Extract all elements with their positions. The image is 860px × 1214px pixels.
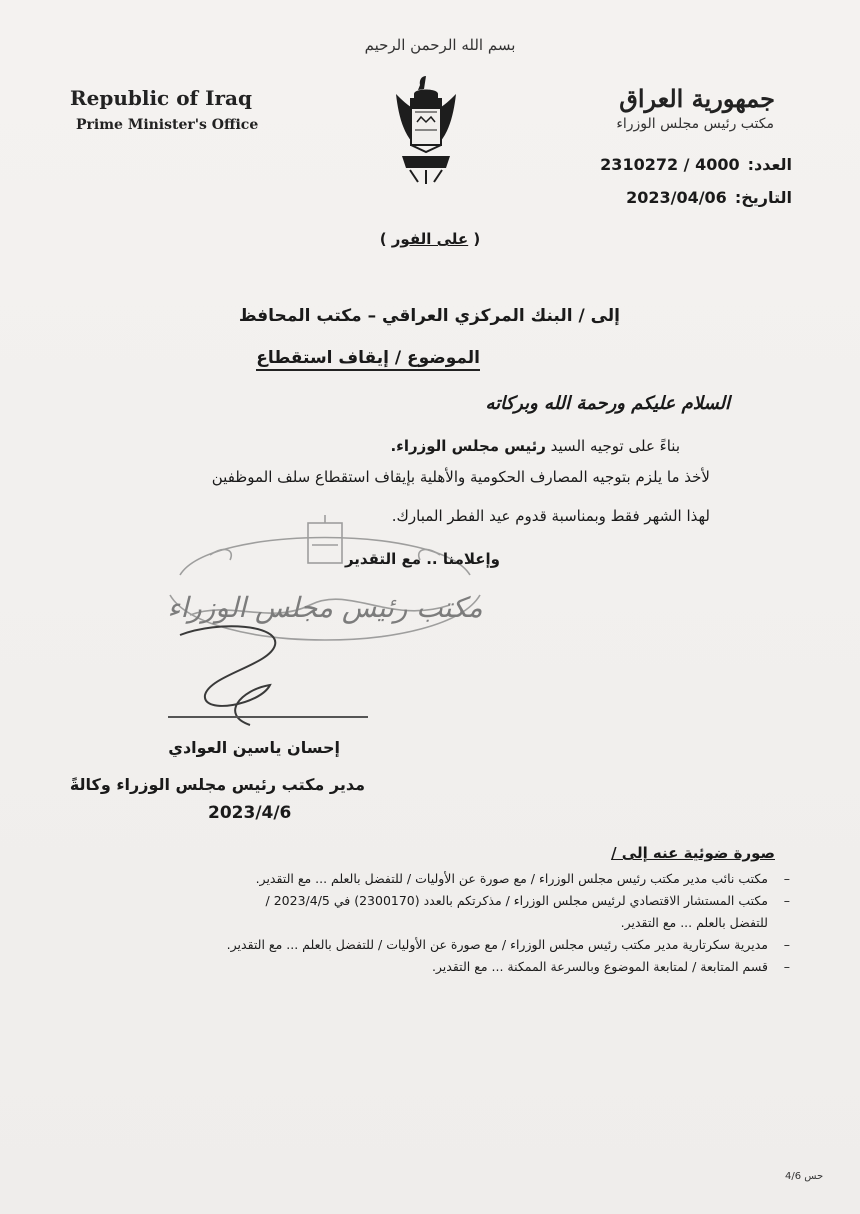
recipient-line: إلى / البنك المركزي العراقي – مكتب المحافظ bbox=[238, 306, 620, 326]
arabic-subtitle: مكتب رئيس مجلس الوزراء bbox=[616, 116, 774, 132]
reference-number bbox=[592, 155, 792, 174]
urgent-text: على الفور bbox=[391, 230, 469, 248]
date-value: 2023/04/06 bbox=[626, 188, 727, 207]
list-item: – مكتب المستشار الاقتصادي لرئيس مجلس الوزراء / مذكرتكم بالعدد (2300170) في 2023/4/5 / bbox=[110, 890, 790, 912]
list-item: للتفضل بالعلم ... مع التقدير. bbox=[620, 915, 768, 930]
iraq-eagle-emblem-icon bbox=[388, 72, 464, 188]
number-value: 2310272 / 4000 bbox=[600, 155, 740, 174]
list-item: – قسم المتابعة / لمتابعة الموضوع وبالسرعة الممكنة ... مع التقدير. bbox=[110, 956, 790, 978]
copies-list bbox=[110, 868, 790, 978]
paragraph-3: لهذا الشهر فقط وبمناسبة قدوم عيد الفطر المبارك. bbox=[391, 507, 710, 525]
english-title: Republic of Iraq bbox=[70, 86, 252, 110]
greeting: السلام عليكم ورحمة الله وبركاته bbox=[485, 393, 730, 414]
paragraph-1 bbox=[390, 437, 680, 455]
paragraph-2: لأخذ ما يلزم بتوجيه المصارف الحكومية والأهلية بإيقاف استقطاع سلف الموظفين bbox=[211, 468, 710, 486]
urgent-marker: ( على الفور ) bbox=[379, 230, 481, 248]
copies-heading: صورة ضوئية عنه إلى / bbox=[611, 844, 775, 862]
page-reference: حس 4/6 bbox=[785, 1171, 824, 1182]
signatory-title: مدير مكتب رئيس مجلس الوزراء وكالةً bbox=[69, 775, 365, 794]
closing-line: وإعلامنا .. مع التقدير bbox=[344, 550, 500, 568]
english-subtitle: Prime Minister's Office bbox=[76, 117, 259, 133]
list-item: – مكتب نائب مدير مكتب رئيس مجلس الوزراء / مع صورة عن الأوليات / للتفضل بالعلم ... مع التقدير. bbox=[110, 868, 790, 890]
reference-date bbox=[618, 188, 792, 207]
date-label: التاريخ: bbox=[734, 188, 792, 207]
subject-line: الموضوع / إيقاف استقطاع bbox=[256, 348, 480, 371]
paragraph-1-prefix: بناءً على توجيه السيد bbox=[550, 437, 680, 455]
basmala: بسم الله الرحمن الرحيم bbox=[364, 36, 516, 54]
paragraph-1-bold: رئيس مجلس الوزراء. bbox=[390, 437, 546, 455]
stamp-text: مكتب رئيس مجلس الوزراء bbox=[167, 591, 483, 624]
signature-date: 2023/4/6 bbox=[208, 803, 292, 823]
signature-line bbox=[168, 716, 368, 718]
signatory-name: إحسان ياسين العوادي bbox=[168, 738, 340, 757]
list-item: – مديرية سكرتارية مدير مكتب رئيس مجلس الوزراء / مع صورة عن الأوليات / للتفضل بالعلم ... مع التقدير. bbox=[110, 934, 790, 956]
arabic-title: جمهورية العراق bbox=[619, 84, 775, 113]
number-label: العدد: bbox=[747, 155, 792, 174]
